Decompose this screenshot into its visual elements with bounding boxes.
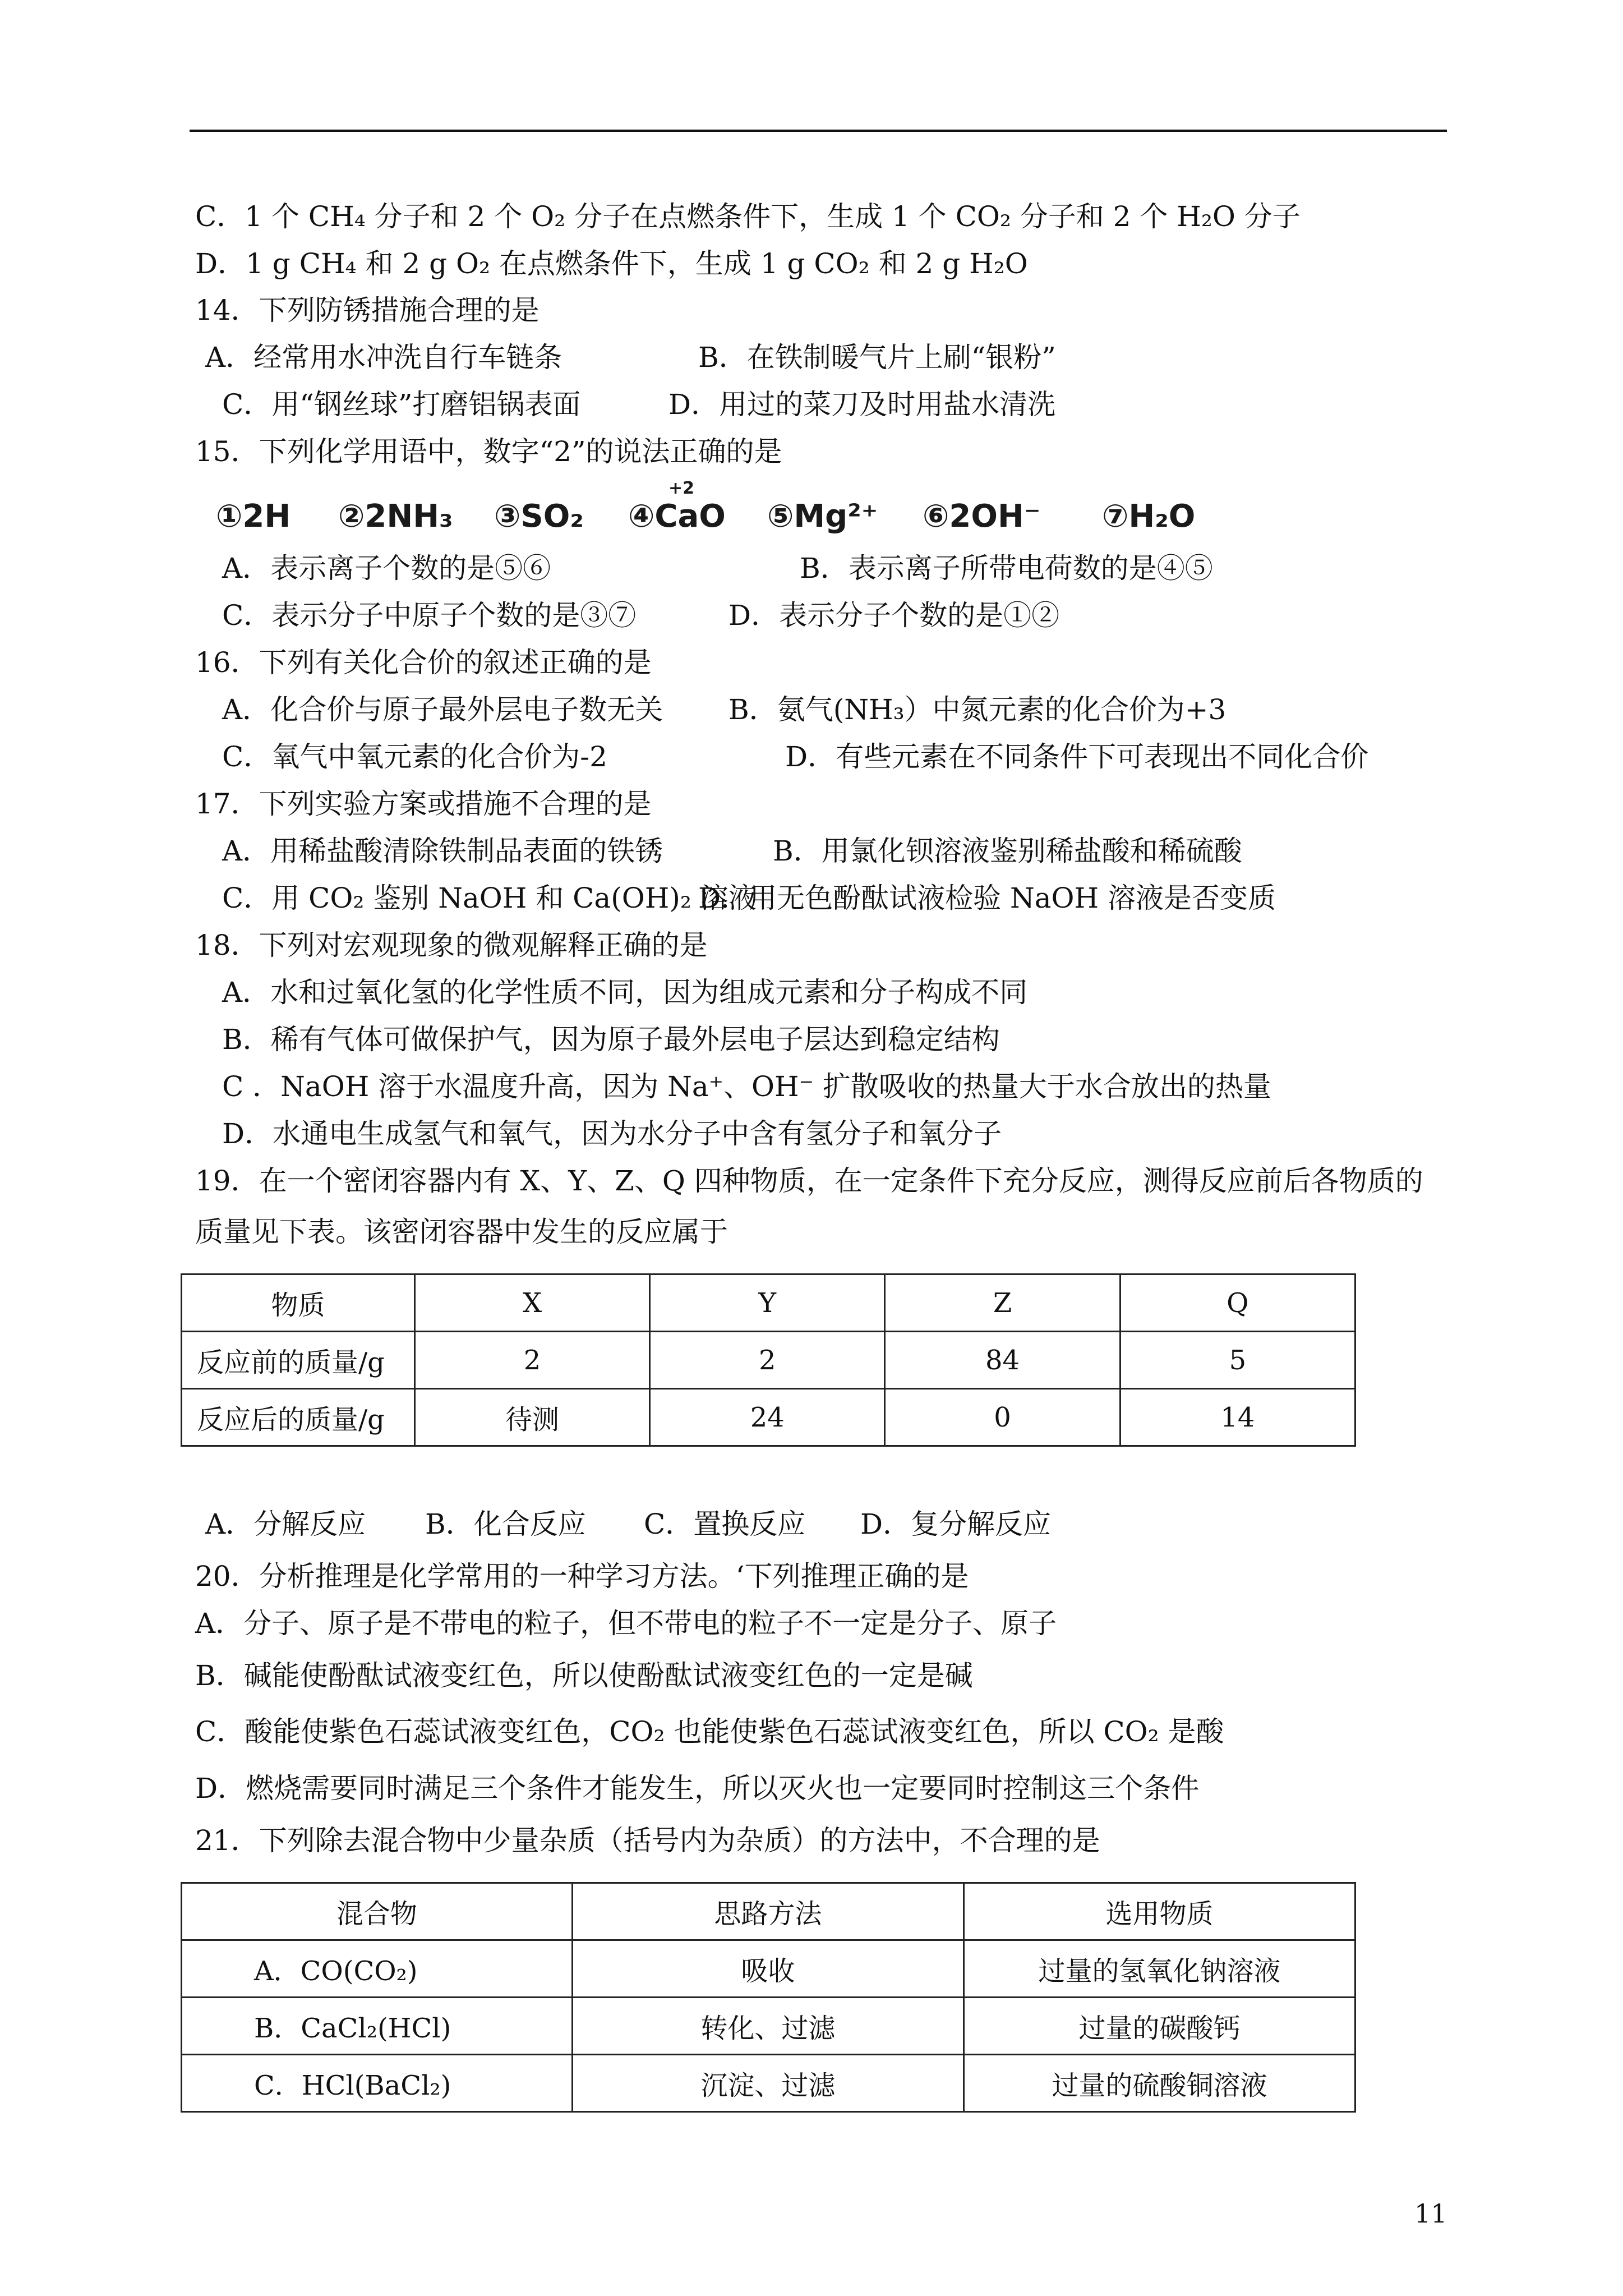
table-cell: 转化、过滤	[572, 1998, 963, 2055]
table-cell: 2	[414, 1332, 649, 1389]
formula-2: ②2NH₃	[338, 498, 453, 535]
q16-stem: 16．下列有关化合价的叙述正确的是	[195, 646, 652, 679]
table-row	[182, 1332, 1355, 1389]
q20-option-c: C．酸能使紫色石蕊试液变红色，CO₂ 也能使紫色石蕊试液变红色，所以 CO₂ 是酸	[195, 1715, 1224, 1748]
q21-stem: 21．下列除去混合物中少量杂质（括号内为杂质）的方法中，不合理的是	[195, 1824, 1100, 1857]
table-cell: 0	[885, 1389, 1120, 1446]
table-cell: 2	[650, 1332, 885, 1389]
table-cell: 5	[1120, 1332, 1355, 1389]
formula-1: ①2H	[216, 498, 291, 535]
q17-option-b: B．用氯化钡溶液鉴别稀盐酸和稀硫酸	[773, 835, 1242, 867]
q14-option-b: B．在铁制暖气片上刷“银粉”	[698, 341, 1056, 374]
q15-option-a: A．表示离子个数的是⑤⑥	[222, 552, 551, 585]
q13-option-d: D．1 g CH₄ 和 2 g O₂ 在点燃条件下，生成 1 g CO₂ 和 2 g H₂O	[195, 247, 1028, 280]
q19-header-cell: 物质	[182, 1274, 415, 1332]
table-cell: 过量的氢氧化钠溶液	[964, 1940, 1355, 1998]
q15-option-c: C．表示分子中原子个数的是③⑦	[222, 599, 637, 632]
q18-option-d: D．水通电生成氢气和氧气，因为水分子中含有氢分子和氧分子	[222, 1117, 1002, 1150]
table-cell: 84	[885, 1332, 1120, 1389]
table-cell: A．CO(CO₂)	[182, 1940, 573, 1998]
page-number: 11	[1414, 2198, 1447, 2229]
table-cell: 过量的硫酸铜溶液	[964, 2055, 1355, 2112]
table-cell: 吸收	[572, 1940, 963, 1998]
q19-option-b: B．化合反应	[425, 1508, 586, 1540]
formula-4: ④CaO	[628, 498, 726, 535]
q19-stem-line2: 质量见下表。该密闭容器中发生的反应属于	[195, 1216, 728, 1248]
q17-stem: 17．下列实验方案或措施不合理的是	[195, 788, 652, 820]
q15-formula-strip	[216, 478, 1253, 543]
q16-option-d: D．有些元素在不同条件下可表现出不同化合价	[785, 740, 1369, 773]
q18-option-c: C ．NaOH 溶于水温度升高，因为 Na⁺、OH⁻ 扩散吸收的热量大于水合放出的热量	[222, 1070, 1271, 1103]
q19-header-cell: Q	[1120, 1274, 1355, 1332]
q18-option-a: A．水和过氧化氢的化学性质不同，因为组成元素和分子构成不同	[222, 976, 1028, 1009]
q17-option-a: A．用稀盐酸清除铁制品表面的铁锈	[222, 835, 663, 867]
q13-option-c: C．1 个 CH₄ 分子和 2 个 O₂ 分子在点燃条件下，生成 1 个 CO₂ 分子和 2 个 H₂O 分子	[195, 200, 1301, 233]
caO-valence: +2	[668, 478, 695, 498]
table-cell: 反应前的质量/g	[182, 1332, 415, 1389]
q15-stem: 15．下列化学用语中，数字“2”的说法正确的是	[195, 435, 782, 468]
table-cell: 反应后的质量/g	[182, 1389, 415, 1446]
table-row	[182, 1389, 1355, 1446]
formula-4-wrap	[628, 478, 726, 536]
q21-header-cell: 混合物	[182, 1883, 573, 1940]
q18-stem: 18．下列对宏观现象的微观解释正确的是	[195, 929, 708, 961]
q19-option-d: D．复分解反应	[860, 1508, 1052, 1540]
q20-stem: 20．分析推理是化学常用的一种学习方法。‘下列推理正确的是	[195, 1560, 969, 1593]
table-cell: 14	[1120, 1389, 1355, 1446]
q21-header-cell: 选用物质	[964, 1883, 1355, 1940]
q17-option-d: D．用无色酚酞试液检验 NaOH 溶液是否变质	[698, 882, 1276, 914]
q20-option-b: B．碱能使酚酞试液变红色，所以使酚酞试液变红色的一定是碱	[195, 1659, 973, 1692]
table-row	[182, 1940, 1355, 1998]
q19-header-cell: X	[414, 1274, 649, 1332]
table-row	[182, 1998, 1355, 2055]
q19-table-header-row	[182, 1274, 1355, 1332]
table-cell: C．HCl(BaCl₂)	[182, 2055, 573, 2112]
q20-option-d: D．燃烧需要同时满足三个条件才能发生，所以灭火也一定要同时控制这三个条件	[195, 1772, 1200, 1805]
q21-table-header-row	[182, 1883, 1355, 1940]
q19-option-c: C．置换反应	[644, 1508, 806, 1540]
q21-method-table	[181, 1882, 1356, 2113]
q14-option-d: D．用过的菜刀及时用盐水清洗	[668, 388, 1056, 421]
q14-option-a: A．经常用水冲洗自行车链条	[205, 341, 562, 374]
formula-6: ⑥2OH⁻	[923, 498, 1041, 535]
table-cell: 待测	[414, 1389, 649, 1446]
table-cell: 沉淀、过滤	[572, 2055, 963, 2112]
q17-option-c: C．用 CO₂ 鉴别 NaOH 和 Ca(OH)₂ 溶液	[222, 882, 757, 914]
header-rule	[190, 130, 1447, 132]
q19-stem-line1: 19．在一个密闭容器内有 X、Y、Z、Q 四种物质，在一定条件下充分反应，测得反应前后各物质的	[195, 1165, 1423, 1197]
table-cell: B．CaCl₂(HCl)	[182, 1998, 573, 2055]
q14-stem: 14．下列防锈措施合理的是	[195, 294, 540, 326]
q19-header-cell: Z	[885, 1274, 1120, 1332]
q18-option-b: B．稀有气体可做保护气，因为原子最外层电子层达到稳定结构	[222, 1023, 1000, 1056]
q19-mass-table	[181, 1273, 1356, 1447]
table-row	[182, 2055, 1355, 2112]
table-cell: 过量的碳酸钙	[964, 1998, 1355, 2055]
formula-7: ⑦H₂O	[1102, 498, 1196, 535]
q19-option-a: A．分解反应	[205, 1508, 366, 1540]
formula-5: ⑤Mg²⁺	[767, 498, 878, 535]
q16-option-c: C．氧气中氧元素的化合价为-2	[222, 740, 607, 773]
q14-option-c: C．用“钢丝球”打磨铝锅表面	[222, 388, 581, 421]
table-cell: 24	[650, 1389, 885, 1446]
q15-option-d: D．表示分子个数的是①②	[728, 599, 1060, 632]
q16-option-a: A．化合价与原子最外层电子数无关	[222, 693, 663, 726]
q20-option-a: A．分子、原子是不带电的粒子，但不带电的粒子不一定是分子、原子	[195, 1607, 1057, 1640]
q16-option-b: B．氨气(NH₃）中氮元素的化合价为+3	[728, 693, 1227, 726]
q19-header-cell: Y	[650, 1274, 885, 1332]
formula-3: ③SO₂	[494, 498, 584, 535]
q15-option-b: B．表示离子所带电荷数的是④⑤	[800, 552, 1213, 585]
q21-header-cell: 思路方法	[572, 1883, 963, 1940]
